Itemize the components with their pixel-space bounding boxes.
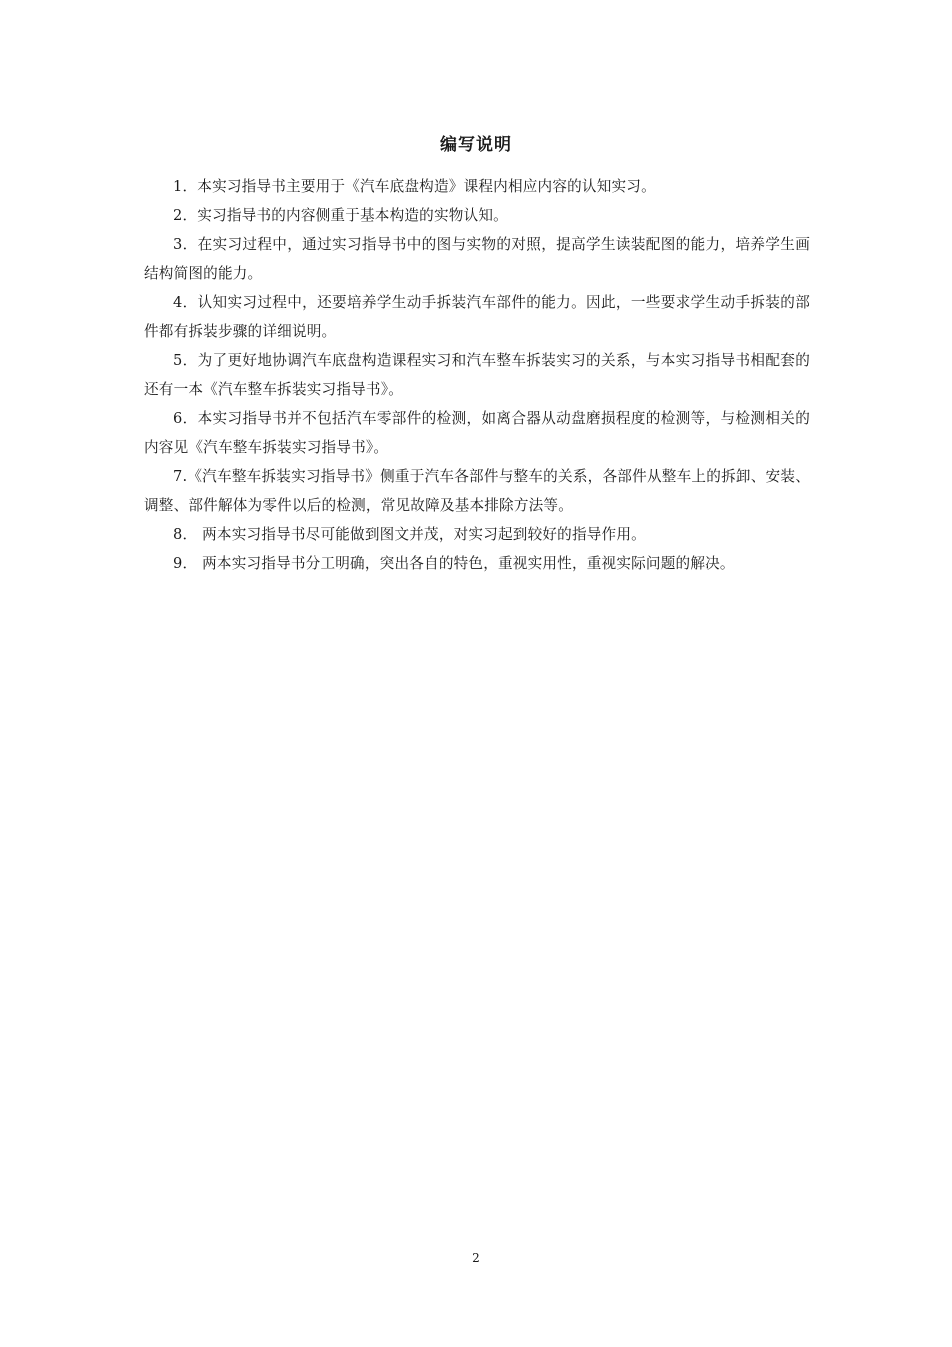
paragraph-1: 1．本实习指导书主要用于《汽车底盘构造》课程内相应内容的认知实习。 [173, 178, 656, 195]
paragraph-3: 3．在实习过程中，通过实习指导书中的图与实物的对照，提高学生读装配图的能力，培养学生画结构简图的能力。 [144, 236, 810, 282]
paragraph-4: 4．认知实习过程中，还要培养学生动手拆装汽车部件的能力。因此，一些要求学生动手拆装的部件都有拆装步骤的详细说明。 [144, 294, 810, 340]
page-title: 编写说明 [440, 135, 512, 155]
paragraph-8: 8． 两本实习指导书尽可能做到图文并茂，对实习起到较好的指导作用。 [173, 526, 646, 543]
paragraph-2: 2．实习指导书的内容侧重于基本构造的实物认知。 [173, 207, 508, 224]
paragraph-5: 5．为了更好地协调汽车底盘构造课程实习和汽车整车拆装实习的关系，与本实习指导书相配套的还有一本《汽车整车拆装实习指导书》。 [144, 352, 810, 398]
paragraph-9: 9． 两本实习指导书分工明确，突出各自的特色，重视实用性，重视实际问题的解决。 [173, 555, 735, 572]
paragraph-6: 6．本实习指导书并不包括汽车零部件的检测，如离合器从动盘磨损程度的检测等，与检测相关的内容见《汽车整车拆装实习指导书》。 [144, 410, 810, 456]
body-text [144, 172, 810, 578]
page-number: 2 [472, 1251, 480, 1265]
paragraph-7: 7.《汽车整车拆装实习指导书》侧重于汽车各部件与整车的关系，各部件从整车上的拆卸、安装、调整、部件解体为零件以后的检测，常见故障及基本排除方法等。 [144, 468, 810, 514]
